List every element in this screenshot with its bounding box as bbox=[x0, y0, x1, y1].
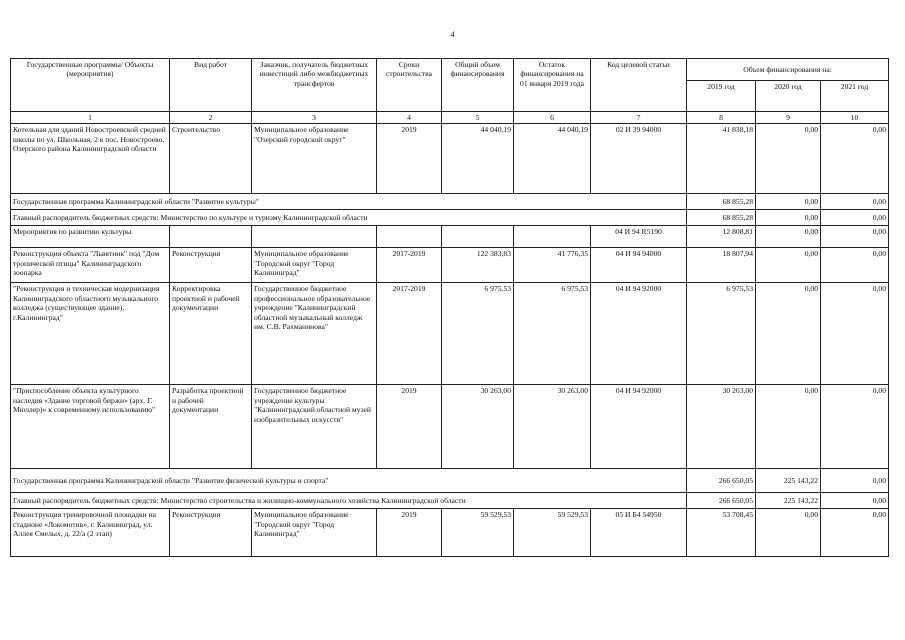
work-type: Реконструкция bbox=[170, 248, 252, 283]
customer: Муниципальное образование "Озерский городской округ" bbox=[252, 124, 377, 194]
amount-2019: 266 650,05 bbox=[687, 493, 756, 509]
program-name: Государственная программа Калининградской области "Развитие культуры" bbox=[11, 194, 687, 210]
column-number: 10 bbox=[821, 112, 889, 124]
table-row-sport-program bbox=[11, 469, 889, 493]
object-name: "Реконструкция и техническая модернизация Калининградского областного музыкального колледжа (существующее здание), г.Калининград" bbox=[11, 283, 170, 385]
remainder: 44 040,19 bbox=[514, 124, 591, 194]
object-name: "Приспособление объекта культурного наследия «Здание торговой биржи» (арх. Г. Мюллер)» к современному использованию" bbox=[11, 385, 170, 469]
column-number-row bbox=[11, 112, 889, 124]
customer: Муниципальное образование "Городской округ "Город Калининград" bbox=[252, 509, 377, 557]
header-2021: 2021 год bbox=[821, 81, 889, 112]
header-code: Код целевой статьи bbox=[591, 59, 687, 112]
remainder: 41 776,35 bbox=[514, 248, 591, 283]
total: 122 383,83 bbox=[442, 248, 514, 283]
object-name: Реконструкция тренировочной площадки на стадионе «Локомотив», г. Калининград, ул. Аллея Смелых, д. 22/а (2 этап) bbox=[11, 509, 170, 557]
amount-2020: 0,00 bbox=[756, 248, 821, 283]
work-type: Строительство bbox=[170, 124, 252, 194]
amount-2021: 0,00 bbox=[821, 509, 889, 557]
total bbox=[442, 226, 514, 248]
amount-2019: 18 807,94 bbox=[687, 248, 756, 283]
period: 2019 bbox=[377, 509, 442, 557]
header-row-1 bbox=[11, 59, 889, 81]
header-2020: 2020 год bbox=[756, 81, 821, 112]
period: 2017-2019 bbox=[377, 248, 442, 283]
work-type: Корректировка проектной и рабочей документации bbox=[170, 283, 252, 385]
column-number: 1 bbox=[11, 112, 170, 124]
column-number: 4 bbox=[377, 112, 442, 124]
remainder: 6 975,53 bbox=[514, 283, 591, 385]
header-customer: Заказчик, получатель бюджетных инвестиций либо межбюджетных трансфертов bbox=[252, 59, 377, 112]
code: 04 И 94 94000 bbox=[591, 248, 687, 283]
customer: Государственное бюджетное профессиональное образовательное учреждение "Калининградский областной музыкальный колледж им. С.В. Рахманинова" bbox=[252, 283, 377, 385]
amount-2019: 6 975,53 bbox=[687, 283, 756, 385]
total: 30 263,00 bbox=[442, 385, 514, 469]
remainder: 30 263,00 bbox=[514, 385, 591, 469]
amount-2019: 30 263,00 bbox=[687, 385, 756, 469]
column-number: 8 bbox=[687, 112, 756, 124]
table-row-lviatnik bbox=[11, 248, 889, 283]
amount-2021: 0,00 bbox=[821, 210, 889, 226]
column-number: 7 bbox=[591, 112, 687, 124]
table-row-culture-admin bbox=[11, 210, 889, 226]
amount-2020: 0,00 bbox=[756, 283, 821, 385]
amount-2020: 0,00 bbox=[756, 385, 821, 469]
header-period: Сроки строительства bbox=[377, 59, 442, 112]
column-number: 3 bbox=[252, 112, 377, 124]
amount-2021: 0,00 bbox=[821, 469, 889, 493]
header-2019: 2019 год bbox=[687, 81, 756, 112]
table-row-sport-admin bbox=[11, 493, 889, 509]
amount-2020: 225 143,22 bbox=[756, 493, 821, 509]
header-financing: Объем финансирования на: bbox=[687, 59, 889, 81]
table-row-training-ground bbox=[11, 509, 889, 557]
amount-2020: 0,00 bbox=[756, 509, 821, 557]
program-name: Государственная программа Калининградской области "Развитие физической культуры и спорта" bbox=[11, 469, 687, 493]
header-total: Общий объем финансирования bbox=[442, 59, 514, 112]
amount-2020: 0,00 bbox=[756, 124, 821, 194]
remainder bbox=[514, 226, 591, 248]
work-type bbox=[170, 226, 252, 248]
code: 04 И 94 R5190 bbox=[591, 226, 687, 248]
code: 04 И 94 92000 bbox=[591, 283, 687, 385]
object-name: Реконструкция объекта "Львятник" под "Дом тропической птицы" Калининградского зоопарка bbox=[11, 248, 170, 283]
column-number: 6 bbox=[514, 112, 591, 124]
period: 2017-2019 bbox=[377, 283, 442, 385]
amount-2021: 0,00 bbox=[821, 124, 889, 194]
amount-2019: 68 855,28 bbox=[687, 194, 756, 210]
financing-table bbox=[10, 58, 889, 557]
period: 2019 bbox=[377, 385, 442, 469]
administrator-name: Главный распорядитель бюджетных средств: Министерство по культуре и туризму Калининградской области bbox=[11, 210, 687, 226]
period: 2019 bbox=[377, 124, 442, 194]
table-row-culture-program bbox=[11, 194, 889, 210]
amount-2021: 0,00 bbox=[821, 194, 889, 210]
table-row-music-college bbox=[11, 283, 889, 385]
total: 59 529,53 bbox=[442, 509, 514, 557]
column-number: 5 bbox=[442, 112, 514, 124]
table-row-culture-events bbox=[11, 226, 889, 248]
period bbox=[377, 226, 442, 248]
code: 05 И Б4 54950 bbox=[591, 509, 687, 557]
total: 6 975,53 bbox=[442, 283, 514, 385]
table-row-exchange bbox=[11, 385, 889, 469]
table-row-boiler bbox=[11, 124, 889, 194]
customer: Государственное бюджетное учреждение культуры "Калининградский областной музей изобразительных искусств" bbox=[252, 385, 377, 469]
amount-2021: 0,00 bbox=[821, 493, 889, 509]
object-name: Котельная для зданий Новостроевской средней школы по ул. Школьная, 2 в пос. Новостроево, Озерского района Калининградской области bbox=[11, 124, 170, 194]
amount-2020: 0,00 bbox=[756, 226, 821, 248]
work-type: Реконструкция bbox=[170, 509, 252, 557]
customer bbox=[252, 226, 377, 248]
amount-2019: 68 855,28 bbox=[687, 210, 756, 226]
amount-2021: 0,00 bbox=[821, 226, 889, 248]
customer: Муниципальное образование "Городской округ "Город Калининград" bbox=[252, 248, 377, 283]
header-object: Государственные программы/ Объекты (мероприятия) bbox=[11, 59, 170, 112]
column-number: 9 bbox=[756, 112, 821, 124]
header-remainder: Остаток финансирования на 01 января 2019 года bbox=[514, 59, 591, 112]
amount-2020: 0,00 bbox=[756, 194, 821, 210]
amount-2019: 41 838,18 bbox=[687, 124, 756, 194]
work-type: Разработка проектной и рабочей документации bbox=[170, 385, 252, 469]
amount-2019: 53 708,45 bbox=[687, 509, 756, 557]
header-work-type: Вид работ bbox=[170, 59, 252, 112]
amount-2020: 0,00 bbox=[756, 210, 821, 226]
code: 02 И 39 94000 bbox=[591, 124, 687, 194]
amount-2021: 0,00 bbox=[821, 248, 889, 283]
column-number: 2 bbox=[170, 112, 252, 124]
amount-2021: 0,00 bbox=[821, 283, 889, 385]
remainder: 59 529,53 bbox=[514, 509, 591, 557]
total: 44 040,19 bbox=[442, 124, 514, 194]
code: 04 И 94 92000 bbox=[591, 385, 687, 469]
page-number: 4 bbox=[450, 30, 455, 39]
amount-2019: 266 650,05 bbox=[687, 469, 756, 493]
object-name: Мероприятия по развитию культуры bbox=[11, 226, 170, 248]
amount-2020: 225 143,22 bbox=[756, 469, 821, 493]
amount-2021: 0,00 bbox=[821, 385, 889, 469]
amount-2019: 12 808,81 bbox=[687, 226, 756, 248]
administrator-name: Главный распорядитель бюджетных средств: Министерство строительства и жилищно-коммунального хозяйства Калининградской области bbox=[11, 493, 687, 509]
